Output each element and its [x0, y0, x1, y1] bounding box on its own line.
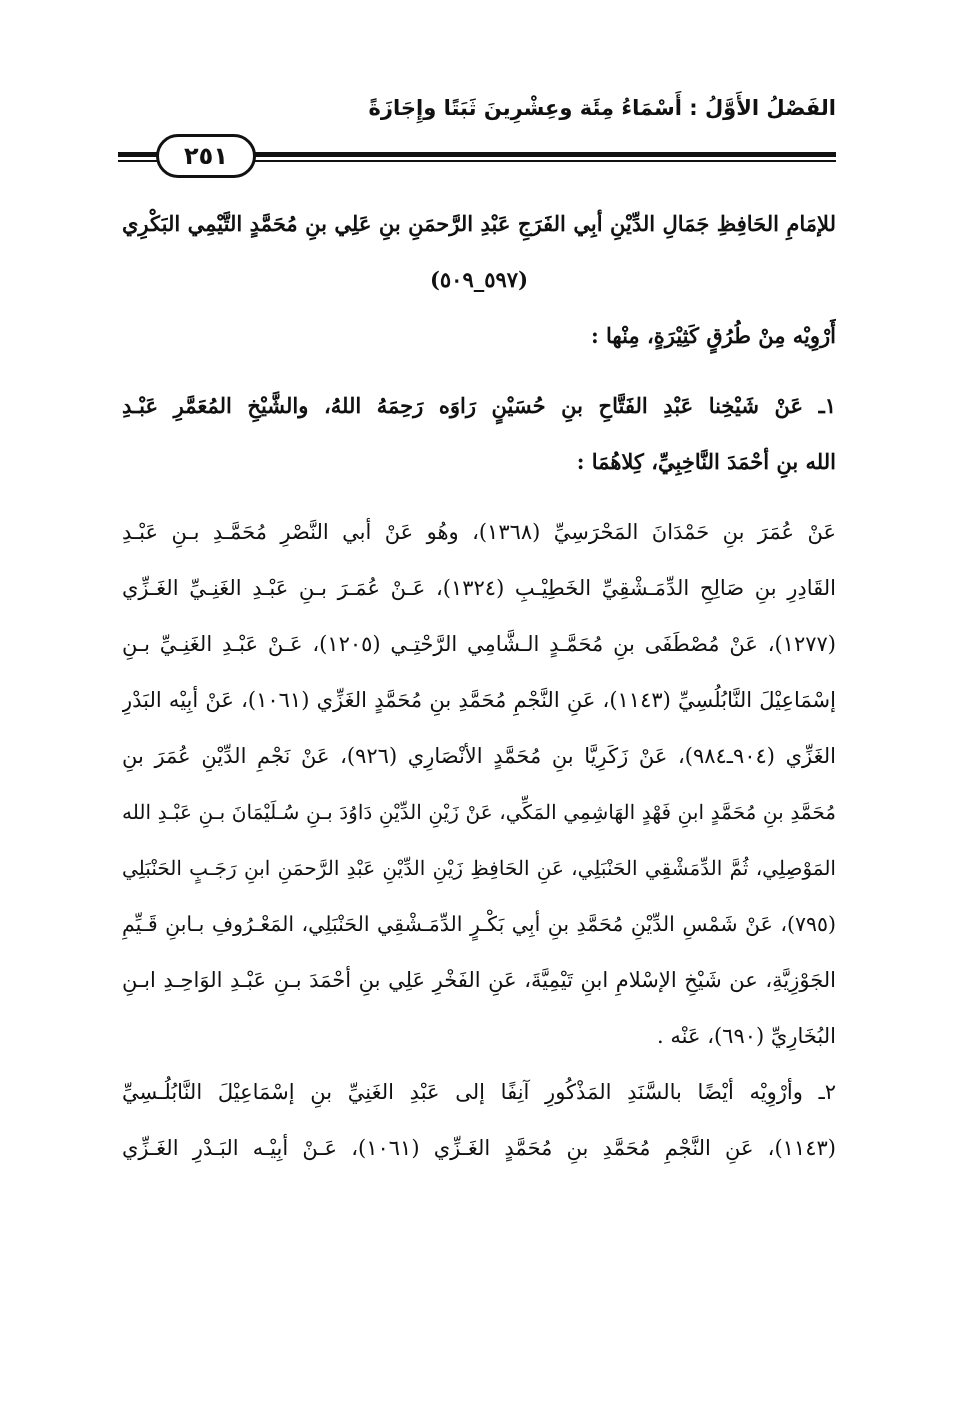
- paragraph-gap: [122, 364, 836, 378]
- text-line: الغَزِّي (٩٠٤ـ٩٨٤)، عَنْ زَكَرِيَّا بنِ مُحَمَّدٍ الأنْصَارِي (٩٢٦)، عَنْ نَجْمِ الدِّيْنِ عُمَرَ بنِ: [122, 744, 836, 768]
- text-line: مُحَمَّدِ بنِ مُحَمَّدٍ ابنِ فَهْدٍ الهَاشِمِي المَكِّي، عَنْ زَيْنِ الدِّيْنِ دَاوُدَ بـنِ سُـلَيْمَانَ بـنِ عَبْـدِ الله: [122, 800, 836, 824]
- text-line: إسْمَاعِيْلَ النَّابُلُسِيِّ (١١٤٣)، عَنِ النَّجْمِ مُحَمَّدِ بنِ مُحَمَّدٍ الغَزِّي (١٠٦١)، عَنْ أبِيْه البَدْرِ: [122, 688, 836, 712]
- body-text: [122, 196, 836, 1176]
- text-line: (٥٩٧_٥٠٩): [429, 267, 529, 292]
- text-line: عَنْ عُمَرَ بنِ حَمْدَانَ المَحْرَسِيِّ (١٣٦٨)، وهُو عَنْ أبي النَّصْرِ مُحَمَّـدِ بـنِ عَبْـدِ: [122, 520, 836, 544]
- text-line: (٧٩٥)، عَنْ شَمْسِ الدِّيْنِ مُحَمَّدِ بنِ أبِي بَكْـرٍ الدِّمَـشْقِي الحَنْبَلِي، المَعْـرُوفِ بـابنِ قَـيِّمِ: [122, 912, 836, 936]
- page-number-badge: ٢٥١: [156, 134, 256, 178]
- running-header: الفَصْلُ الأَوَّلُ : أَسْمَاءُ مِئَة وعِشْرِينَ ثَبَتًا وإِجَازَةً: [368, 96, 836, 120]
- paragraph-gap: [122, 490, 836, 504]
- text-line: (١٢٧٧)، عَنْ مُصْطَفَى بنِ مُحَمَّـدٍ الـشَّامِي الرَّحْتِـي (١٢٠٥)، عَـنْ عَبْـدِ الغَنِـيِّ بـنِ: [122, 632, 836, 656]
- text-line: القَادِرِ بنِ صَالِحِ الدِّمَـشْقِيِّ الخَطِيْـبِ (١٣٢٤)، عَـنْ عُمَـرَ بـنِ عَبْـدِ الغَنِـيِّ الغَـزِّي: [122, 576, 836, 600]
- text-line: للإمَامِ الحَافِظِ جَمَالِ الدِّيْنِ أبِي الفَرَجِ عَبْدِ الرَّحمَنِ بنِ عَلِي بنِ مُحَمَّدٍ التَّيْمِي البَكْرِي: [122, 211, 836, 236]
- text-line: أَرْوِيْه مِنْ طُرُقٍ كَثِيْرَةٍ، مِنْها :: [590, 323, 836, 348]
- text-line: البُخَارِيِّ (٦٩٠)، عَنْه .: [657, 1024, 836, 1048]
- text-line: ١ـ عَنْ شَيْخِنا عَبْدِ الفَتَّاحِ بنِ حُسَيْنٍ رَاوَه رَحِمَهُ اللهُ، والشَّيْخِ المُعَمَّرِ عَبْـدِ: [122, 393, 836, 418]
- text-line: الله بنِ أحْمَدَ النَّاخِبِيِّ، كِلاهُمَا :: [576, 449, 836, 474]
- text-line: المَوْصِلِي، ثُمَّ الدِّمَشْقِي الحَنْبَلِي، عَنِ الحَافِظِ زَيْنِ الدِّيْنِ عَبْدِ الرَّحمَنِ ابنِ رَجَـبٍ الحَنْبَلِي: [122, 856, 836, 880]
- text-line: (١١٤٣)، عَنِ النَّجْمِ مُحَمَّدِ بنِ مُحَمَّدٍ الغَـزِّي (١٠٦١)، عَـنْ أبِيْـه البَـدْرِ الغَـزِّي: [122, 1136, 836, 1160]
- text-line: ٢ـ وأرْوِيْه أيْضًا بالسَّنَدِ المَذْكُورِ آنِفًا إلى عَبْدِ الغَنِيِّ بنِ إسْمَاعِيْلَ النَّابُلُـسِيِّ: [122, 1080, 836, 1104]
- text-line: الجَوْزِيَّةِ، عن شَيْخِ الإسْلامِ ابنِ تَيْمِيَّةَ، عَنِ الفَخْرِ عَلِي بنِ أحْمَدَ بـنِ عَبْـدِ الوَاحِـدِ ابـنِ: [122, 968, 836, 992]
